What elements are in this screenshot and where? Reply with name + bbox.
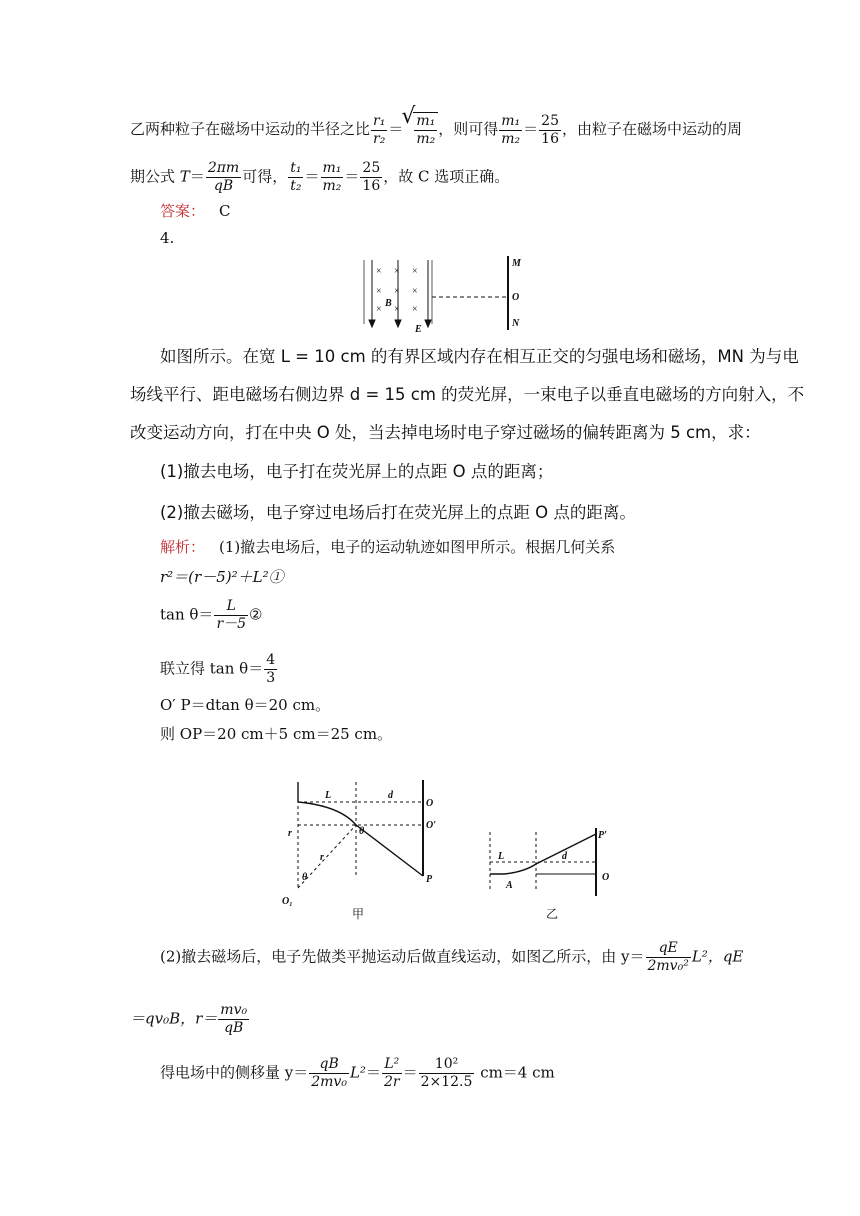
answer-label: 答案： (160, 202, 206, 220)
svg-text:×: × (376, 304, 382, 315)
svg-text:θ: θ (359, 826, 365, 837)
svg-text:×: × (394, 266, 400, 277)
svg-text:×: × (412, 304, 418, 315)
solution-intro: 解析： (1)撤去电场后，电子的运动轨迹如图甲所示。根据几何关系 (160, 538, 616, 556)
svg-text:L: L (325, 790, 332, 801)
svg-text:×: × (412, 286, 418, 297)
question-number: 4. (160, 229, 175, 247)
answer-line (160, 201, 231, 221)
sub-question-2: (2)撤去磁场，电子穿过电场后打在荧光屏上的点距 O 点的距离。 (160, 503, 636, 522)
fraction-sqrt-m: √ $\frac{\text{m₁}}{\text{m₂}}$ (416, 113, 436, 147)
answer-value: C (219, 202, 231, 220)
equation-4: O′ P＝dtan θ＝20 cm。 (160, 696, 331, 714)
diagram-yi (484, 826, 624, 922)
sub-question-1: (1)撤去电场，电子打在荧光屏上的点距 O 点的距离； (160, 462, 554, 481)
svg-text:P′: P′ (598, 830, 607, 841)
svg-text:M: M (512, 258, 521, 269)
fraction-25-16: $\frac{25}{16}$ (541, 112, 559, 147)
svg-text:E: E (415, 324, 422, 335)
svg-text:×: × (394, 304, 400, 315)
fraction-m1-m2-b: $\frac{\text{m₁}}{\text{m₂}}$ (322, 160, 342, 194)
equation-3: 联立得 tan θ＝ $\frac{4}{3}$ (160, 652, 276, 686)
svg-text:O₁: O₁ (282, 896, 293, 907)
svg-text:B: B (385, 298, 392, 309)
svg-text:×: × (412, 266, 418, 277)
question-paragraph-3: 改变运动方向，打在中央 O 处，当去掉电场时电子穿过磁场的偏转距离为 5 cm，求： (130, 423, 761, 442)
fraction-r1-r2: $\frac{\text{r₁}}{\text{r₂}}$ (373, 112, 386, 147)
svg-text:×: × (376, 266, 382, 277)
svg-text:O: O (602, 872, 610, 883)
part2-line-3: 得电场中的侧移量 y＝ $\frac{qB}{\text{2mv₀}}$ L²＝ $\frac{\text{L²}}{2r}$ ＝ $\frac{\text{10²}}{2\times 12.5}$ cm＝4 cm (160, 1056, 555, 1090)
svg-text:r: r (288, 828, 292, 839)
svg-text:N: N (512, 318, 520, 329)
equation-2: tan θ＝ $\frac{L}{r-5}$ ② (160, 598, 263, 632)
cross-marks (376, 266, 418, 315)
field-diagram (360, 254, 530, 336)
equation-1: r²＝(r－5)²＋L²① (160, 568, 284, 586)
part2-line-2: ＝qv₀B，r＝ $\frac{\text{mv₀}}{qB}$ (130, 1002, 248, 1036)
svg-text:d: d (388, 790, 393, 801)
svg-text:O′: O′ (426, 820, 437, 831)
svg-text:×: × (394, 286, 400, 297)
explanation-line-2: 期公式 T＝ $\frac{2\pi m}{qB}$ 可得， $\frac{\text{t₁}}{\text{t₂}}$ ＝ $\frac{\text{m₁}}{\text{m₂}}$ ＝ $\frac{25}{16}$ ，故 C 选项正确。 (130, 160, 510, 194)
svg-text:d: d (562, 851, 567, 862)
solution-label: 解析： (160, 538, 206, 556)
svg-text:A: A (506, 880, 513, 891)
fraction-period: $\frac{2\pi m}{qB}$ (207, 160, 240, 194)
svg-text:r: r (320, 852, 324, 863)
fraction-t1-t2: $\frac{\text{t₁}}{\text{t₂}}$ (290, 160, 302, 194)
part2-line-1: (2)撤去磁场后，电子先做类平抛运动后做直线运动，如图乙所示，由 y＝ $\frac{qE}{\text{2mv₀²}}$ L²，qE (160, 940, 744, 974)
svg-text:×: × (376, 286, 382, 297)
svg-text:O: O (426, 798, 434, 809)
svg-text:θ: θ (302, 872, 308, 883)
caption-yi: 乙 (546, 907, 559, 921)
svg-text:L: L (498, 851, 505, 862)
fraction-25-16-b: $\frac{25}{16}$ (362, 160, 381, 194)
explanation-line-1: 乙两种粒子在磁场中运动的半径之比 $\frac{\text{r₁}}{\text{r₂}}$ ＝ √ $\frac{\text{m₁}}{\text{m₂}}$ ，则可得 $\frac{\text{m₁}}{\text{m₂}}$ ＝ $\frac{25}{16}$ ，由粒子在磁场中运动的周 (130, 112, 742, 148)
diagram-jia (280, 776, 450, 924)
question-paragraph-1: 如图所示。在宽 L = 10 cm 的有界区域内存在相互正交的匀强电场和磁场，MN 为与电 (160, 347, 799, 366)
fraction-m1-m2: $\frac{\text{m₁}}{\text{m₂}}$ (501, 112, 521, 147)
caption-jia: 甲 (352, 907, 365, 921)
equation-5: 则 OP＝20 cm＋5 cm＝25 cm。 (160, 725, 393, 743)
svg-text:O: O (512, 292, 520, 303)
svg-text:P: P (426, 874, 433, 885)
question-paragraph-2: 场线平行、距电磁场右侧边界 d = 15 cm 的荧光屏，一束电子以垂直电磁场的方向射入，不 (130, 385, 805, 404)
